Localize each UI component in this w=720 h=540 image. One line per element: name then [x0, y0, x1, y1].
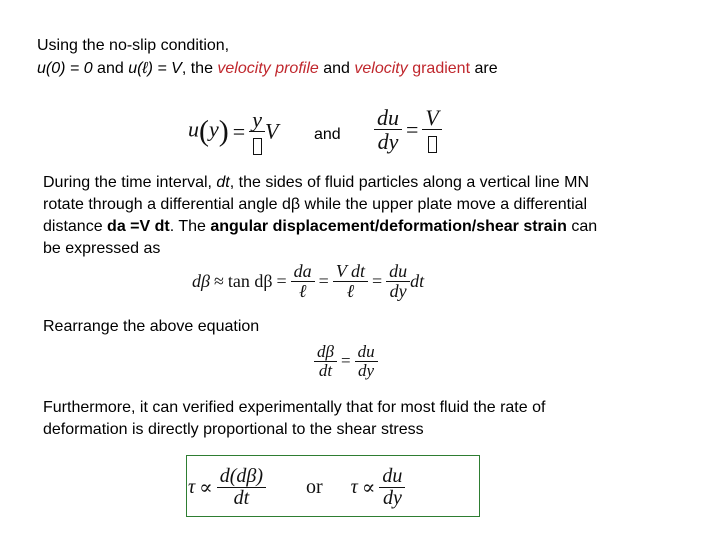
para3-line-1: Furthermore, it can verified experimentally that for most fluid the rate of	[43, 399, 546, 416]
eq1b-den: dy	[377, 129, 399, 155]
velocity-profile-equation: u(y) = y V	[188, 108, 278, 155]
intro-line-2	[37, 58, 498, 80]
eq1-u: u	[188, 116, 199, 142]
intro-text: are	[470, 60, 498, 77]
velocity-gradient-equation: $\frac{du}{dy}$ = V	[374, 106, 442, 153]
no-slip-bc-2: u(ℓ) = V	[128, 60, 182, 77]
rearrange-text: Rearrange the above equation	[43, 318, 260, 335]
shear-strain-equation: dβ ≈ tan dβ = $\frac{da}{\text{ℓ}}$ = $\frac{\text{V dt}}{\text{ℓ}}$ = $\frac{du}{dy}$ dt	[192, 261, 425, 301]
missing-glyph-box	[428, 136, 437, 153]
para2-line-1: During the time interval, dt, the sides of fluid particles along a vertical line MN	[43, 174, 590, 191]
eq1-num: y	[249, 108, 265, 132]
intro-line-1: Using the no-slip condition,	[37, 37, 230, 54]
para2-line-4: be expressed as	[43, 240, 161, 257]
para3-line-2: deformation is directly proportional to the shear stress	[43, 421, 424, 438]
eq1-arg: y	[209, 116, 219, 142]
proportionality-equation: τ ∝ $\frac{d(d\beta)}{dt}$ or τ ∝ $\frac{du}{dy}$	[188, 457, 480, 517]
or-label: or	[306, 475, 323, 498]
intro-text: and	[318, 60, 355, 77]
no-slip-bc-1: u(0) = 0	[37, 60, 93, 77]
para2-line-3: distance da =V dt. The angular displacement/deformation/shear strain can	[43, 218, 598, 235]
missing-glyph-box	[253, 138, 262, 155]
intro-text: , the	[181, 60, 218, 77]
velocity-term: velocity	[354, 60, 408, 77]
eq1b-num: du	[374, 106, 402, 130]
gradient-term: gradient	[412, 60, 471, 77]
eq1b-rhs-num: V	[422, 106, 441, 130]
rate-equation: $\frac{d\beta}{dt}$ = $\frac{du}{dy}$	[314, 343, 378, 380]
velocity-profile-term: velocity profile	[217, 60, 319, 77]
para2-line-2: rotate through a differential angle dβ while the upper plate move a differential	[43, 196, 588, 213]
and-label: and	[314, 126, 341, 143]
intro-text: and	[92, 60, 129, 77]
eq1-V: V	[264, 118, 279, 144]
